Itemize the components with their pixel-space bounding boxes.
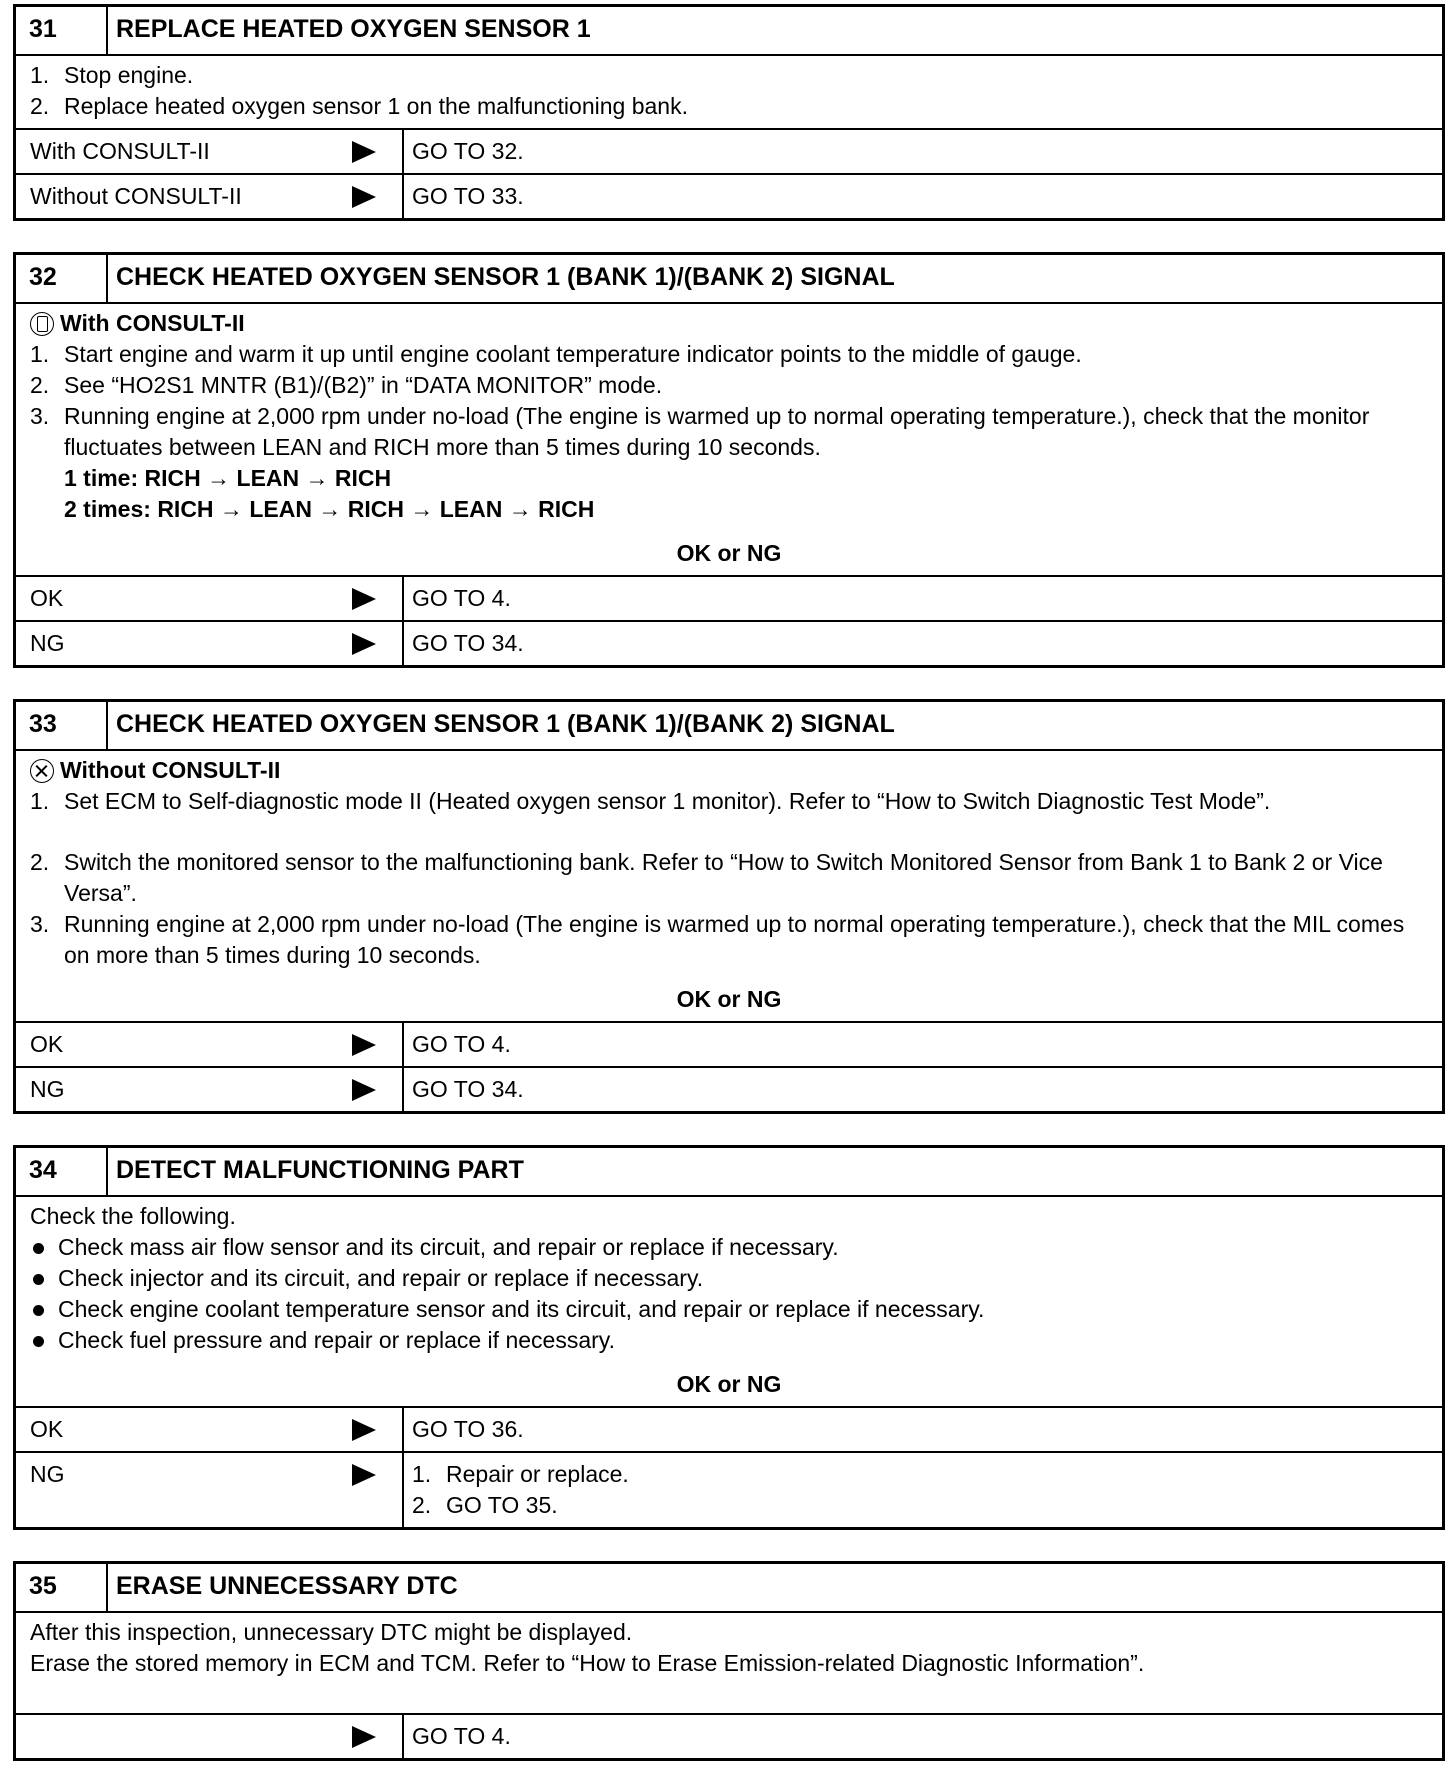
subheading-text: With CONSULT-II [60,310,245,336]
line-text: Start engine and warm it up until engine coolant temperature indicator points to the middle of gauge. [64,341,1082,367]
right-arrow-icon [352,186,376,208]
line-text: GO TO 35. [446,1492,558,1518]
bullet-text: Check engine coolant temperature sensor and its circuit, and repair or replace if necessary. [58,1296,985,1322]
right-arrow-icon [352,1079,376,1101]
condition-label: OK [30,585,64,611]
right-arrow-icon [352,633,376,655]
bullet-icon [30,1325,58,1356]
step-title: DETECT MALFUNCTIONING PART [116,1156,524,1184]
step-31 [13,4,1445,221]
step-body [16,1613,1442,1713]
goto-cell: GO TO 4. [412,585,511,611]
line-text: See “HO2S1 MNTR (B1)/(B2)” in “DATA MONITOR” mode. [64,372,663,398]
step-32 [13,252,1445,668]
instruction-line [30,786,1428,817]
step-34 [13,1145,1445,1530]
step-body [16,751,1442,977]
condition-label: NG [30,1076,65,1102]
bullet-icon [30,1232,58,1263]
paragraph: After this inspection, unnecessary DTC might be displayed. [30,1619,633,1645]
condition-label: NG [30,630,65,656]
step-number: 32 [16,255,108,302]
ok-or-ng-label: OK or NG [676,1371,782,1397]
step-header [16,7,1442,56]
ok-or-ng-label: OK or NG [676,986,782,1012]
bullet-text: Check fuel pressure and repair or replace if necessary. [58,1327,615,1353]
goto-cell: GO TO 34. [412,1076,524,1102]
spacer [30,817,1428,847]
result-row [16,128,1442,173]
result-row [16,575,1442,620]
goto-cell: GO TO 4. [412,1031,511,1057]
line-index: 2. [30,93,50,119]
step-number: 35 [16,1564,108,1611]
instruction-line [30,909,1428,971]
instruction-line [30,339,1428,370]
line-index: 2. [412,1492,432,1518]
bullet-text: Check injector and its circuit, and repair or replace if necessary. [58,1265,704,1291]
result-row [16,1406,1442,1451]
mode-subheading [30,755,1428,786]
result-row [16,1451,1442,1527]
paragraph: Erase the stored memory in ECM and TCM. Refer to “How to Erase Emission-related Diagnostic Information”. [30,1650,1145,1676]
condition-label: OK [30,1416,64,1442]
step-title: REPLACE HEATED OXYGEN SENSOR 1 [116,15,591,43]
line-text: Running engine at 2,000 rpm under no-load (The engine is warmed up to normal operating temperature.), check that the monitor fluctuates between LEAN and RICH more than 5 times during 10 seconds. [64,403,1370,460]
line-index: 2. [30,372,50,398]
goto-cell: GO TO 32. [412,138,524,164]
result-line [412,1459,1442,1490]
condition-label: NG [30,1461,65,1487]
line-index: 1. [30,788,50,814]
step-35 [13,1561,1445,1761]
result-row [16,173,1442,218]
line-text: Replace heated oxygen sensor 1 on the malfunctioning bank. [64,93,688,119]
line-index: 1. [30,62,50,88]
result-line [412,1490,1442,1521]
condition-cell [16,1068,404,1111]
step-header [16,702,1442,751]
step-title: ERASE UNNECESSARY DTC [116,1572,458,1600]
condition-cell [16,1023,404,1066]
line-text: Switch the monitored sensor to the malfunctioning bank. Refer to “How to Switch Monitored Sensor from Bank 1 to Bank 2 or Vice Versa”. [64,849,1383,906]
goto-cell: GO TO 34. [412,630,524,656]
consult-icon [30,312,54,336]
mode-subheading [30,308,1428,339]
condition-cell [16,130,404,173]
line-text: Repair or replace. [446,1461,629,1487]
bullet-icon [30,1294,58,1325]
line-text: Set ECM to Self-diagnostic mode II (Heated oxygen sensor 1 monitor). Refer to “How to Switch Diagnostic Test Mode”. [64,788,1271,814]
instruction-line [30,91,1428,122]
line-index: 3. [30,911,50,937]
ok-or-ng-label: OK or NG [676,540,782,566]
result-row [16,1021,1442,1066]
list-item [30,1232,1428,1263]
step-title: CHECK HEATED OXYGEN SENSOR 1 (BANK 1)/(BANK 2) SIGNAL [116,263,895,291]
condition-cell [16,1715,404,1758]
goto-cell: GO TO 36. [412,1416,524,1442]
instruction-line [30,60,1428,91]
instruction-line [30,370,1428,401]
right-arrow-icon [352,141,376,163]
list-item [30,1294,1428,1325]
bullet-icon [30,1263,58,1294]
line-text: Stop engine. [64,62,194,88]
goto-cell: GO TO 33. [412,183,524,209]
list-item [30,1325,1428,1356]
step-33 [13,699,1445,1114]
right-arrow-icon [352,588,376,610]
instruction-line [30,401,1428,463]
result-row [16,1066,1442,1111]
condition-cell [16,1453,404,1527]
right-arrow-icon [352,1726,376,1748]
list-item [30,1263,1428,1294]
step-body [16,304,1442,531]
condition-cell [16,1408,404,1451]
step-title: CHECK HEATED OXYGEN SENSOR 1 (BANK 1)/(BANK 2) SIGNAL [116,710,895,738]
condition-label: OK [30,1031,64,1057]
step-number: 34 [16,1148,108,1195]
line-text: Running engine at 2,000 rpm under no-load (The engine is warmed up to normal operating temperature.), check that the MIL comes on more than 5 times during 10 seconds. [64,911,1405,968]
step-body [16,56,1442,128]
document [13,4,1445,1761]
result-row [16,620,1442,665]
condition-cell [16,622,404,665]
pattern-line: 2 times: RICH → LEAN → RICH → LEAN → RICH [64,496,595,522]
condition-label: Without CONSULT-II [30,183,242,209]
right-arrow-icon [352,1419,376,1441]
line-index: 1. [30,341,50,367]
step-number: 31 [16,7,108,54]
right-arrow-icon [352,1464,376,1486]
step-header [16,255,1442,304]
subheading-text: Without CONSULT-II [60,757,281,783]
line-index: 3. [30,403,50,429]
step-header [16,1148,1442,1197]
goto-cell [404,1453,1442,1527]
line-index: 2. [30,849,50,875]
goto-cell: GO TO 4. [412,1723,511,1749]
right-arrow-icon [352,1034,376,1056]
intro-text: Check the following. [30,1203,236,1229]
step-number: 33 [16,702,108,749]
bullet-text: Check mass air flow sensor and its circuit, and repair or replace if necessary. [58,1234,839,1260]
no-consult-icon [30,759,54,783]
instruction-line [30,847,1428,909]
condition-cell [16,577,404,620]
step-header [16,1564,1442,1613]
condition-cell [16,175,404,218]
condition-label: With CONSULT-II [30,138,210,164]
result-row [16,1713,1442,1758]
step-body [16,1197,1442,1362]
line-index: 1. [412,1461,432,1487]
pattern-line: 1 time: RICH → LEAN → RICH [64,465,392,491]
